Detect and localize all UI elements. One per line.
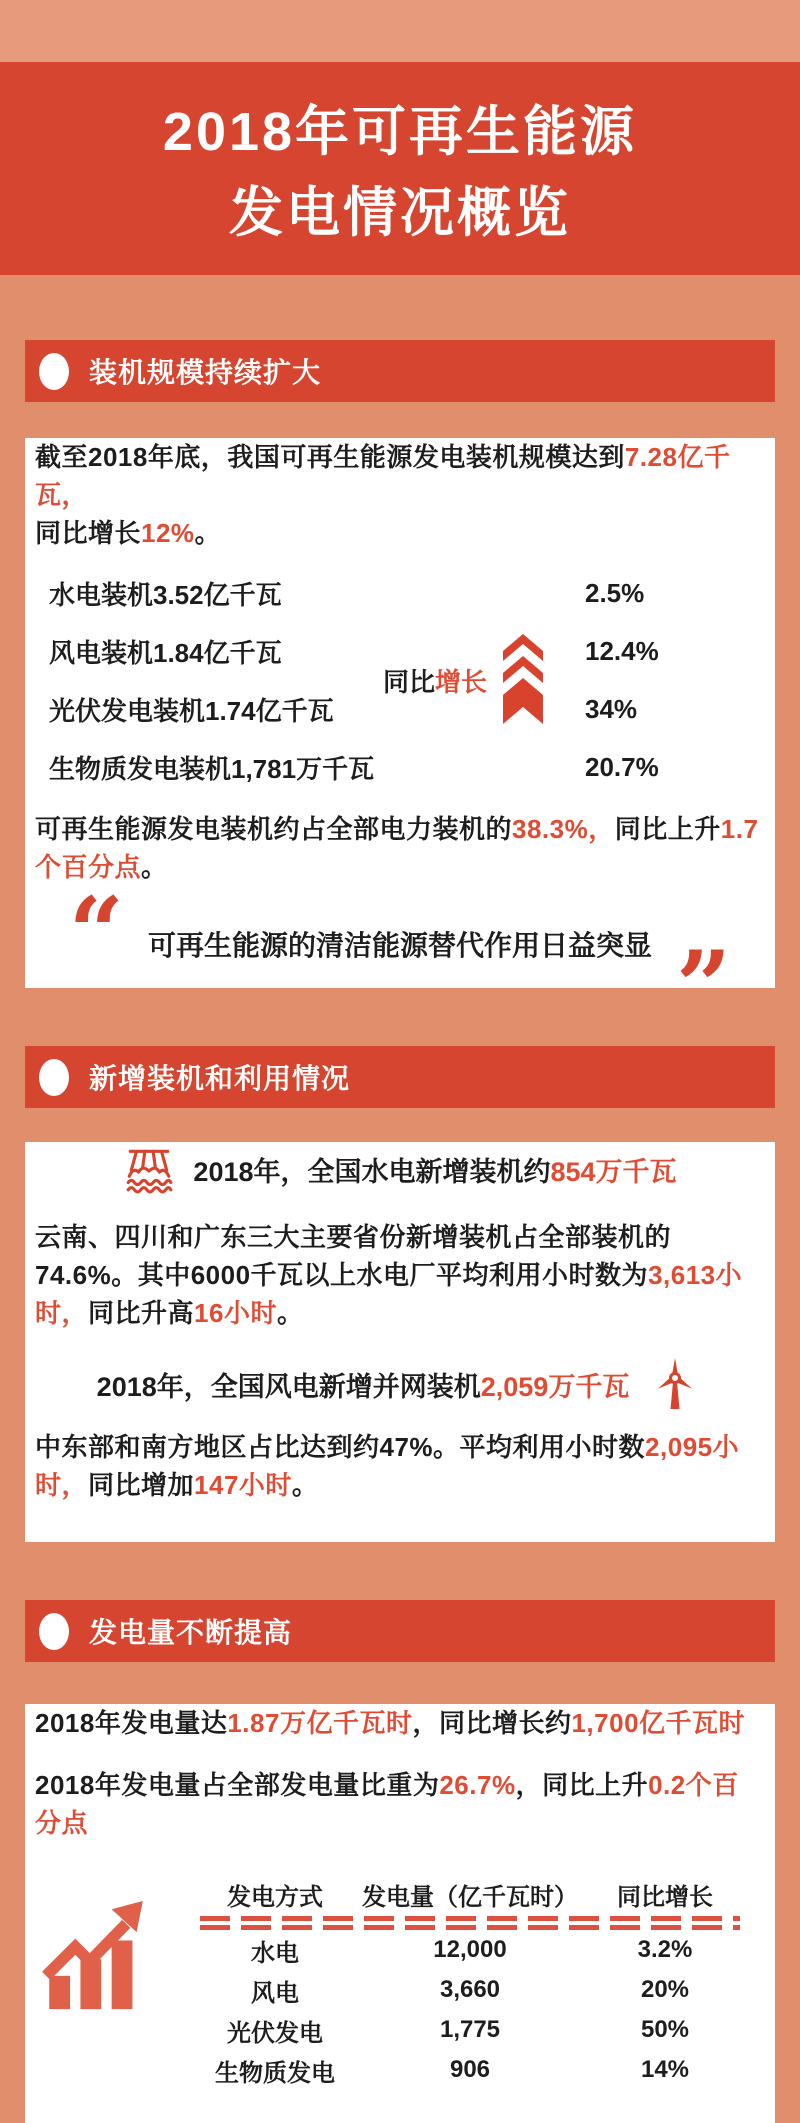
intro-text: 同比增长 xyxy=(35,518,142,548)
capacity-summary-paragraph xyxy=(35,810,765,886)
capacity-rows xyxy=(35,576,765,784)
chart-icon-wrap xyxy=(35,1876,200,2090)
highlight-generation-share: 26.7% xyxy=(439,1770,516,1800)
table-row xyxy=(200,1930,740,1970)
highlight-wind-hours-increase: 147小时 xyxy=(194,1470,292,1500)
generation-table-zone xyxy=(35,1876,765,2090)
highlight-share-points: 0.2个百分点 xyxy=(35,1770,739,1838)
cell-growth: 50% xyxy=(640,2016,690,2043)
yoy-growth-callout xyxy=(383,634,543,726)
section3-title: 发电量不断提高 xyxy=(89,1617,293,1648)
spacer xyxy=(0,275,800,340)
generation-share-paragraph xyxy=(35,1766,765,1842)
hydro-text: 2018年，全国水电新增装机约 xyxy=(193,1156,551,1187)
cell-method: 水电 xyxy=(251,1939,299,1967)
dash-line xyxy=(200,1916,740,1921)
table-row xyxy=(35,576,765,610)
wind-text: 2018年，全国风电新增并网装机 xyxy=(96,1371,481,1402)
hydro-detail-text: 云南、四川和广东三大主要省份新增装机占全部装机的74.6%。其中6000千瓦以上水电厂平均利用小时数为 xyxy=(35,1222,672,1290)
wind-detail-text: 。 xyxy=(291,1470,319,1500)
spacer xyxy=(0,1542,800,1600)
cell-growth: 3.2% xyxy=(637,1936,693,1963)
table-row xyxy=(35,750,765,784)
gen-text: ，同比增长约 xyxy=(412,1708,572,1738)
summary-text: 可再生能源发电装机约占全部电力装机的 xyxy=(35,814,513,844)
section2-header xyxy=(25,1046,775,1108)
cell-growth: 20% xyxy=(640,1976,690,2003)
highlight-growth-rate: 12% xyxy=(141,518,195,548)
hydro-headline xyxy=(35,1142,765,1196)
cell-method: 光伏发电 xyxy=(227,2019,323,2047)
generation-total-paragraph xyxy=(35,1704,765,1742)
intro-text: 。 xyxy=(194,518,222,548)
highlight-wind-new-capacity: 2,059万千瓦 xyxy=(480,1371,630,1402)
hydro-dam-icon xyxy=(123,1142,175,1196)
highlight-share: 38.3%， xyxy=(512,814,615,844)
circle-bullet-icon xyxy=(39,1059,69,1096)
section1-body xyxy=(25,438,775,1043)
row-label: 风电装机1.84亿千瓦 xyxy=(49,637,282,668)
highlight-wind-hours: 2,095小时， xyxy=(35,1432,740,1500)
title-line-1: 2018年可再生能源 xyxy=(162,101,638,162)
gen-text: 2018年发电量达 xyxy=(35,1708,228,1738)
open-quote-icon: “ xyxy=(68,876,124,989)
wind-headline xyxy=(35,1356,765,1412)
cell-output: 1,775 xyxy=(439,2016,501,2043)
pull-quote xyxy=(35,876,765,1043)
yoy-label xyxy=(383,662,487,699)
section1-header xyxy=(25,340,775,402)
section2-body xyxy=(25,1142,775,1542)
table-row xyxy=(200,2010,740,2050)
wind-headline-text xyxy=(97,1365,630,1404)
row-label: 光伏发电装机1.74亿千瓦 xyxy=(49,695,334,726)
top-strip xyxy=(0,0,800,62)
dashed-separator xyxy=(200,1916,740,1930)
quote-text: 可再生能源的清洁能源替代作用日益突显 xyxy=(147,930,652,961)
column-header: 同比增长 xyxy=(617,1883,713,1911)
highlight-total-capacity: 7.28亿千瓦， xyxy=(35,442,731,510)
infographic-title xyxy=(0,62,800,275)
triple-chevron-up-icon xyxy=(503,634,543,726)
table-row xyxy=(200,1970,740,2010)
table-row xyxy=(200,2050,740,2090)
section-installed-capacity xyxy=(25,340,775,1043)
summary-text: 。 xyxy=(141,852,168,882)
wind-detail-text: 同比增加 xyxy=(88,1470,195,1500)
section-new-capacity-utilization xyxy=(25,1046,775,1542)
circle-bullet-icon xyxy=(39,1613,69,1650)
cell-output: 3,660 xyxy=(439,1976,501,2003)
generation-table xyxy=(200,1876,740,2090)
capacity-intro-paragraph xyxy=(35,438,765,552)
hydro-detail-text: 。 xyxy=(276,1298,304,1328)
row-value: 20.7% xyxy=(585,751,659,782)
summary-text: 同比上升 xyxy=(614,814,721,844)
gen-text: ，同比上升 xyxy=(515,1770,649,1800)
yoy-label-black: 同比 xyxy=(383,666,436,697)
table-header-row xyxy=(200,1876,740,1912)
yoy-label-red: 增长 xyxy=(435,666,488,697)
wind-detail-paragraph xyxy=(35,1428,765,1504)
hydro-detail-paragraph xyxy=(35,1218,765,1332)
section3-body xyxy=(25,1704,775,2123)
highlight-total-generation: 1.87万亿千瓦时 xyxy=(227,1708,413,1738)
gen-text: 2018年发电量占全部发电量比重为 xyxy=(35,1770,440,1800)
hydro-detail-text: 同比升高 xyxy=(88,1298,195,1328)
row-label: 生物质发电装机1,781万千瓦 xyxy=(49,753,375,784)
highlight-generation-increase: 1,700亿千瓦时 xyxy=(571,1708,746,1738)
hydro-headline-text xyxy=(193,1150,676,1189)
highlight-hydro-hours: 3,613小时， xyxy=(35,1260,743,1328)
row-label: 水电装机3.52亿千瓦 xyxy=(49,579,282,610)
rising-bar-chart-icon xyxy=(43,1898,147,2010)
close-quote-icon: ” xyxy=(676,929,732,1043)
row-value: 2.5% xyxy=(585,577,645,608)
highlight-hydro-new-capacity: 854万千瓦 xyxy=(550,1156,677,1187)
column-header: 发电量（亿千瓦时） xyxy=(362,1883,578,1911)
intro-text: 截至2018年底，我国可再生能源发电装机规模达到 xyxy=(35,442,625,472)
cell-growth: 14% xyxy=(640,2056,690,2083)
cell-output: 906 xyxy=(449,2056,491,2083)
cell-method: 生物质发电 xyxy=(215,2059,335,2087)
section1-title: 装机规模持续扩大 xyxy=(89,357,322,388)
section-generation-output xyxy=(25,1600,775,2123)
wind-turbine-icon xyxy=(647,1356,703,1412)
highlight-share-increase: 1.7个百分点 xyxy=(35,814,759,882)
row-value: 12.4% xyxy=(585,635,659,666)
title-line-2: 发电情况概览 xyxy=(229,182,571,243)
cell-method: 风电 xyxy=(251,1979,299,2007)
row-value: 34% xyxy=(585,693,638,724)
section3-header xyxy=(25,1600,775,1662)
highlight-hydro-hours-increase: 16小时 xyxy=(194,1298,277,1328)
wind-detail-text: 中东部和南方地区占比达到约47%。平均利用小时数 xyxy=(35,1432,646,1462)
cell-output: 12,000 xyxy=(433,1936,507,1963)
circle-bullet-icon xyxy=(39,353,69,390)
column-header: 发电方式 xyxy=(227,1883,323,1911)
section2-title: 新增装机和利用情况 xyxy=(89,1063,351,1094)
